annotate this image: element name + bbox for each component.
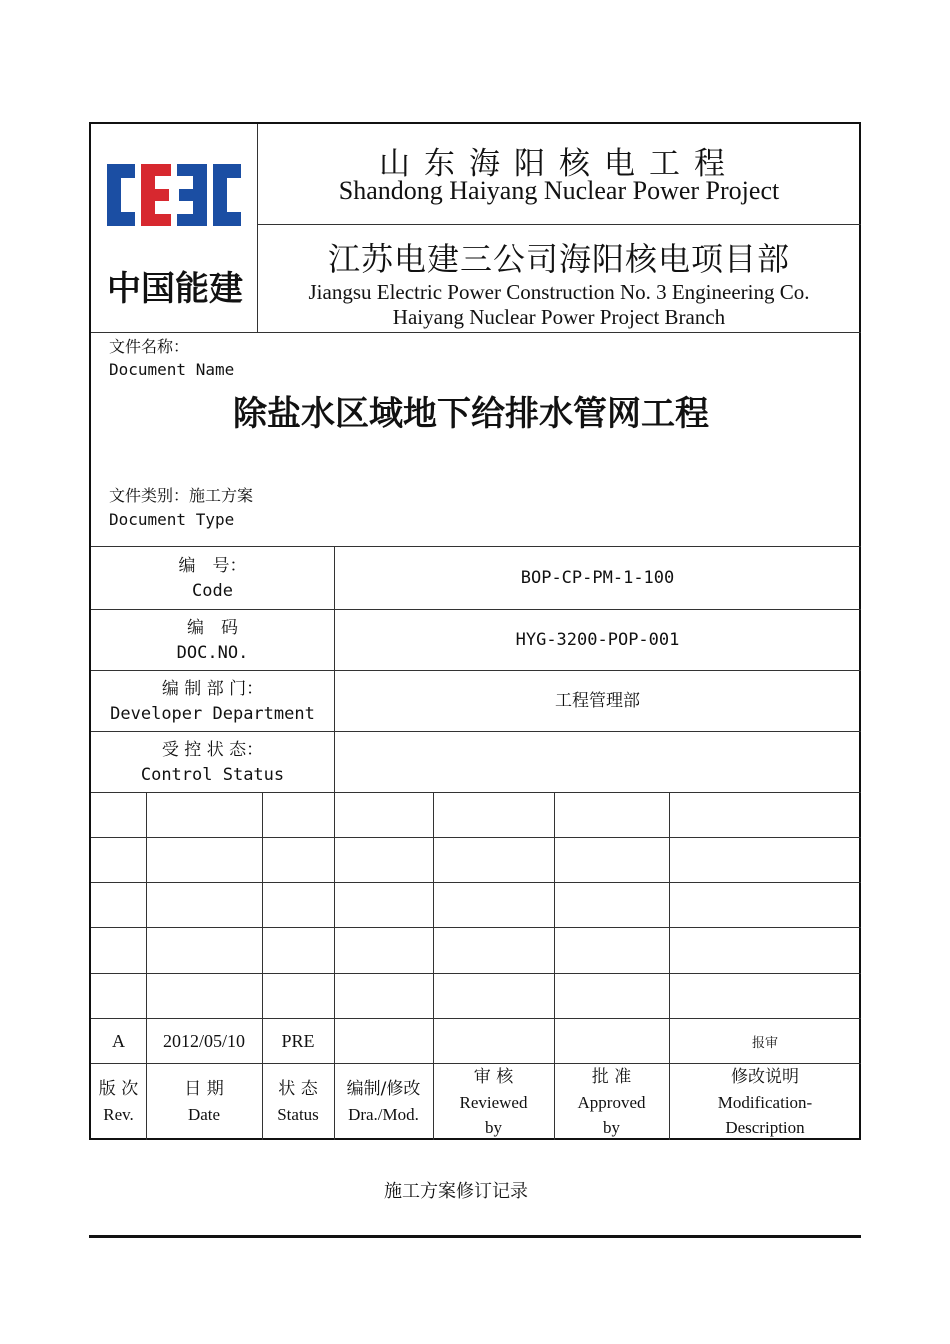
header-review-cn: 审 核 — [473, 1067, 514, 1087]
revision-rev: A — [112, 1031, 125, 1051]
code-label-cn: 编 号： — [178, 556, 247, 576]
header-review-en1: Reviewed — [459, 1093, 528, 1112]
control-status-label-cn: 受 控 状 态： — [161, 740, 264, 760]
department-label-cn: 编 制 部 门： — [161, 679, 264, 699]
logo-text-cn: 中国能建 — [107, 269, 243, 309]
footer-title: 施工方案修订记录 — [384, 1181, 528, 1202]
revision-description: 报审 — [751, 1036, 778, 1051]
header-date-en: Date — [187, 1105, 221, 1124]
header-rev-cn: 版 次 — [98, 1079, 139, 1099]
company-name-en-line2: Haiyang Nuclear Power Project Branch — [392, 305, 726, 329]
header-approve-cn: 批 准 — [591, 1067, 632, 1087]
header-desc-cn: 修改说明 — [731, 1067, 799, 1087]
header-approve-en1: Approved — [577, 1093, 646, 1112]
header-desc-en1: Modification- — [717, 1093, 813, 1112]
control-status-label-en: Control Status — [140, 765, 285, 785]
docno-label-cn: 编 码 — [187, 618, 238, 638]
company-name-cn: 江苏电建三公司海阳核电项目部 — [327, 240, 790, 278]
document-cover-sheet — [89, 122, 861, 1140]
document-type-label-cn: 文件类别：施工方案 — [109, 486, 254, 505]
ceec-logo-graphic — [103, 160, 247, 310]
revision-status: PRE — [281, 1031, 315, 1051]
header-rev-en: Rev. — [103, 1105, 134, 1124]
department-value: 工程管理部 — [555, 691, 640, 711]
header-approve-en2: by — [603, 1118, 620, 1137]
code-value: BOP-CP-PM-1-100 — [520, 568, 675, 588]
header-mod-en: Dra./Mod. — [348, 1105, 419, 1124]
docno-value: HYG-3200-POP-001 — [515, 630, 680, 650]
department-label-en: Developer Department — [110, 704, 315, 724]
company-name-en-line1: Jiangsu Electric Power Construction No. 3 Engineering Co. — [308, 280, 810, 304]
ceec-logo — [103, 160, 247, 310]
docno-label-en: DOC.NO. — [176, 643, 249, 663]
header-review-en2: by — [485, 1118, 502, 1137]
header-date-cn: 日 期 — [184, 1079, 224, 1099]
document-type-label-en: Document Type — [109, 510, 235, 529]
header-desc-en2: Description — [725, 1118, 805, 1137]
footer-rule — [89, 1235, 861, 1238]
header-status-en: Status — [277, 1105, 319, 1124]
document-name: 除盐水区域地下给排水管网工程 — [233, 394, 709, 434]
project-title-en: Shandong Haiyang Nuclear Power Project — [338, 176, 780, 205]
document-name-label-en: Document Name — [109, 360, 235, 379]
revision-date: 2012/05/10 — [162, 1031, 245, 1051]
header-status-cn: 状 态 — [278, 1079, 318, 1099]
header-mod-cn: 编制/修改 — [346, 1079, 421, 1099]
project-title-cn: 山东海阳核电工程 — [379, 146, 739, 182]
document-name-label-cn: 文件名称： — [109, 337, 190, 356]
code-label-en: Code — [192, 581, 233, 601]
